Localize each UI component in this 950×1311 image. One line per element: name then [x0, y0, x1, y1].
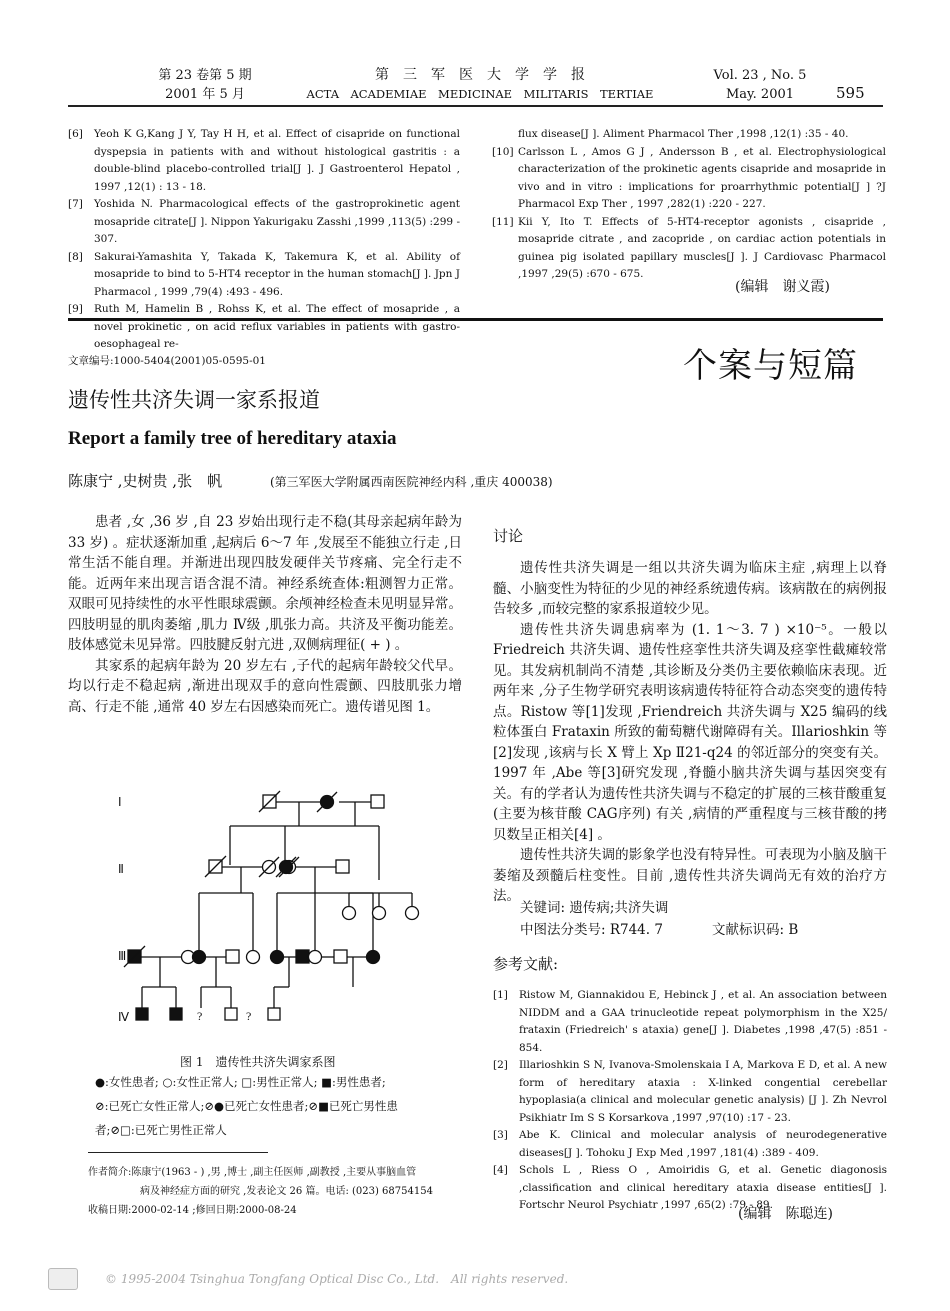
list-item: [8] Sakurai-Yamashita Y, Takada K, Takemura K, et al. Ability of mosapride to bind to 5-HT4 receptor in the human stomach[J ]. Jpn J Pharmacol , 1999 ,79(4) :493 - 496.: [68, 250, 460, 298]
pedigree-normal-female: [247, 951, 260, 964]
pedigree-normal-female: [343, 907, 356, 920]
author-bio: [88, 1163, 468, 1220]
case-paragraph: 其家系的起病年龄为 20 岁左右 ,子代的起病年龄较父代早。均以行走不稳起病 ,渐进出现双手的意向性震颤、四肢肌张力增高、行走不能 ,通常 40 岁左右因感染而死亡。遗传谱见图 1。: [68, 657, 462, 715]
gen-label-iii: Ⅲ: [118, 949, 127, 963]
document-code: 文献标识码: B: [712, 922, 799, 938]
header-right: [700, 66, 820, 104]
pedigree-normal-male: [334, 950, 347, 963]
legend-line: ●:女性患者; ○:女性正常人; □:男性正常人; ■:男性患者;: [95, 1075, 386, 1089]
legend-line: 者;⊘□:已死亡男性正常人: [95, 1123, 227, 1137]
references-heading: 参考文献:: [493, 955, 559, 973]
list-item: [10] Carlsson L , Amos G J , Andersson B , et al. Electrophysiological characterization of the prokinetic agents cisapride and mosapride in vivo and in vitro : implications for proarrhythmic potential[J ] ?J Pharmacol Exp Ther , 1997 ,282(1) :220 - 227.: [492, 145, 886, 210]
list-item: [6] Yeoh K G,Kang J Y, Tay H H, et al. Effect of cisapride on functional dyspepsia in patients with and without histological gastritis : a double-blind placebo-controlled trial[J ]. J Gastroenterol Hepatol , 1997 ,12(1) : 13 - 18.: [68, 128, 460, 193]
journal-name-en: ACTA ACADEMIAE MEDICINAE MILITARIS TERTIAE: [306, 87, 654, 101]
pedigree-affected-male: [136, 1008, 148, 1020]
title-en: Report a family tree of hereditary ataxia: [68, 428, 397, 449]
pedigree-affected-female: [193, 951, 206, 964]
pedigree-affected-female: [271, 951, 284, 964]
editor-note-bottom: (编辑 陈聪连): [738, 1206, 833, 1222]
list-item: [3] Abe K. Clinical and molecular analysis of neurodegenerative diseases[J ]. Tohoku J Exp Med ,1997 ,181(4) :389 - 409.: [493, 1129, 887, 1159]
list-item: [1] Ristow M, Giannakidou E, Hebinck J , et al. An association between NIDDM and a GAA trinucleotide repeat polymorphism in the X25/ frataxin (Friedreich' s ataxia) gene[J ]. Diabetes ,1998 ,47(5) :851 - 854.: [493, 989, 887, 1054]
pedigree-normal-male: [226, 950, 239, 963]
volume-en: Vol. 23 , No. 5: [713, 68, 807, 83]
section-rule: [68, 318, 883, 321]
article-number: 文章编号:1000-5404(2001)05-0595-01: [68, 355, 266, 367]
list-item: flux disease[J ]. Aliment Pharmacol Ther ,1998 ,12(1) :35 - 40.: [518, 128, 849, 140]
authors: 陈康宁 ,史树贵 ,张 帆: [68, 472, 223, 490]
case-paragraph: 患者 ,女 ,36 岁 ,自 23 岁始出现行走不稳(其母亲起病年龄为 33 岁) 。症状逐渐加重 ,起病后 6～7 年 ,发展至不能独立行走 ,日常生活不能自理。并渐进出现四肢发硬伴关节疼痛、完全行走不能。近两年来出现言语含混不清。神经系统查体:粗测智力正常。双眼可见持续性的水平性眼球震颤。余颅神经检查未见明显异常。四肢明显的肌肉萎缩 ,肌力 Ⅳ级 ,肌张力高。共济及平衡功能差。肢体感觉未见异常。四肢腱反射亢进 ,双侧病理征( + ) 。: [68, 514, 462, 653]
list-item: [11] Kii Y, Ito T. Effects of 5-HT4-receptor agonists , cisapride , mosapride citrate , and zacopride , on cardiac action potentials in guinea pig isolated papillary muscles[J ]. J Cardiovasc Pharmacol ,1997 ,29(5) :670 - 675.: [492, 215, 886, 280]
column-title: 个案与短篇: [683, 346, 858, 386]
case-report: [68, 512, 462, 717]
title-cn: 遗传性共济失调一家系报道: [68, 388, 320, 412]
header-left: [145, 66, 265, 104]
discussion: [493, 558, 887, 907]
issue-date-cn: 2001 年 5 月: [165, 87, 245, 102]
discussion-paragraph: 遗传性共济失调患病率为 (1. 1～3. 7 ) ×10⁻⁵。一般以 Friedreich 共济失调、遗传性痉挛性共济失调及痉挛性截瘫较常见。其发病机制尚不清楚 ,其诊断及分类仍主要依赖临床表现。近两年来 ,分子生物学研究表明该病遗传特征符合动态突变的遗传特点。Ristow 等[1]发现 ,Friendreich 共济失调与 X25 编码的线粒体蛋白 Frataxin 所致的葡萄糖代谢障碍有关。Illarioshkin 等[2]发现 ,该病与长 X 臂上 Xp Ⅱ21-q24 的邻近部分的突变有关。1997 年 ,Abe 等[3]研究发现 ,脊髓小脑共济失调与基因突变有关。有的学者认为遗传性共济失调与不稳定的扩展的三核苷酸重复(主要为核苷酸 CAG序列) 有关 ,病情的严重程度与三核苷酸的拷贝数呈正相关[4] 。: [493, 621, 887, 843]
pedigree-affected-female: [367, 951, 380, 964]
bio-line: 病及神经症方面的研究 ,发表论文 26 篇。电话: (023) 68754154: [140, 1186, 433, 1197]
header-rule: [68, 105, 883, 107]
pedigree-normal-female: [406, 907, 419, 920]
volume-issue: 第 23 卷第 5 期: [158, 68, 252, 83]
pedigree-normal-female: [373, 907, 386, 920]
discussion-paragraph: 遗传性共济失调是一组以共济失调为临床主症 ,病理上以脊髓、小脑变性为特征的少见的神经系统遗传病。该病散在的病例报告较多 ,而较完整的家系报道较少见。: [493, 560, 887, 617]
discussion-paragraph: 遗传性共济失调的影象学也没有特异性。可表现为小脑及脑干萎缩及颈髓后柱变性。目前 ,遗传性共济失调尚无有效的治疗方法。: [493, 847, 887, 904]
publisher-logo-icon: [48, 1268, 78, 1290]
pedigree-affected-male: [296, 950, 309, 963]
bio-line: 作者简介:陈康宁(1963 - ) ,男 ,博士 ,副主任医师 ,副教授 ,主要从事脑血管: [88, 1167, 417, 1178]
page-number: 595: [836, 84, 865, 102]
list-item: [4] Schols L , Riess O , Amoiridis G, et al. Genetic diagonosis ,classification and clinical hereditary ataxia disease entities[J ]. Fortschr Neurol Psychiatr ,1997 ,65(2) :79 - 89.: [493, 1164, 887, 1211]
unknown-mark: ?: [197, 1009, 203, 1023]
list-item: [7] Yoshida N. Pharmacological effects of the gastroprokinetic agent mosapride citrate[J ]. Nippon Yakurigaku Zasshi ,1999 ,113(5) :299 - 307.: [68, 198, 460, 245]
top-refs-right: [492, 126, 886, 284]
pedigree-normal-male: [225, 1008, 237, 1020]
figure-legend: [95, 1070, 465, 1142]
pedigree-figure: [108, 790, 460, 1040]
legend-line: ⊘:已死亡女性正常人;⊘●已死亡女性患者;⊘■已死亡男性患: [95, 1099, 398, 1113]
received-date: 收稿日期:2000-02-14 ;修回日期:2000-08-24: [88, 1205, 297, 1216]
journal-name-cn: 第 三 军 医 大 学 学 报: [375, 67, 585, 83]
references: [493, 987, 887, 1215]
copyright: © 1995-2004 Tsinghua Tongfang Optical Disc Co., Ltd. All rights reserved.: [105, 1272, 569, 1286]
clc-number: 中图法分类号: R744. 7: [520, 922, 663, 938]
footnote-rule: [88, 1152, 268, 1153]
list-item: [2] Illarioshkin S N, Ivanova-Smolenskaia I A, Markova E D, et al. A new form of hereditary ataxia : X-linked congential cerebellar hypoplasia(a clinical and molecular genetic analysis) [J ]. Zh Nevrol Psikhiatr Im S S Korsarkova ,1997 ,97(10) :17 - 23.: [493, 1059, 887, 1124]
keywords: 关键词: 遗传病;共济失调: [520, 900, 669, 916]
gen-label-ii: Ⅱ: [118, 862, 124, 876]
list-item: [9] Ruth M, Hamelin B , Rohss K, et al. The effect of mosapride , a novel prokinetic , on acid reflux variables in patients with gastro-oesophageal re-: [68, 303, 460, 350]
pedigree-normal-male: [371, 795, 384, 808]
gen-label-iv: Ⅳ: [118, 1010, 130, 1024]
pedigree-normal-male: [268, 1008, 280, 1020]
unknown-mark: ?: [246, 1009, 252, 1023]
figure-caption: 图 1 遗传性共济失调家系图: [180, 1055, 336, 1069]
header-center: [290, 66, 670, 104]
pedigree-affected-male: [170, 1008, 182, 1020]
discussion-heading: 讨论: [493, 527, 524, 545]
pedigree-normal-male: [336, 860, 349, 873]
affiliation: (第三军医大学附属西南医院神经内科 ,重庆 400038): [270, 475, 553, 489]
issue-date-en: May. 2001: [725, 87, 795, 102]
pedigree-normal-female: [309, 951, 322, 964]
gen-label-i: Ⅰ: [118, 795, 122, 809]
editor-note-top: (编辑 谢义霞): [735, 279, 830, 295]
